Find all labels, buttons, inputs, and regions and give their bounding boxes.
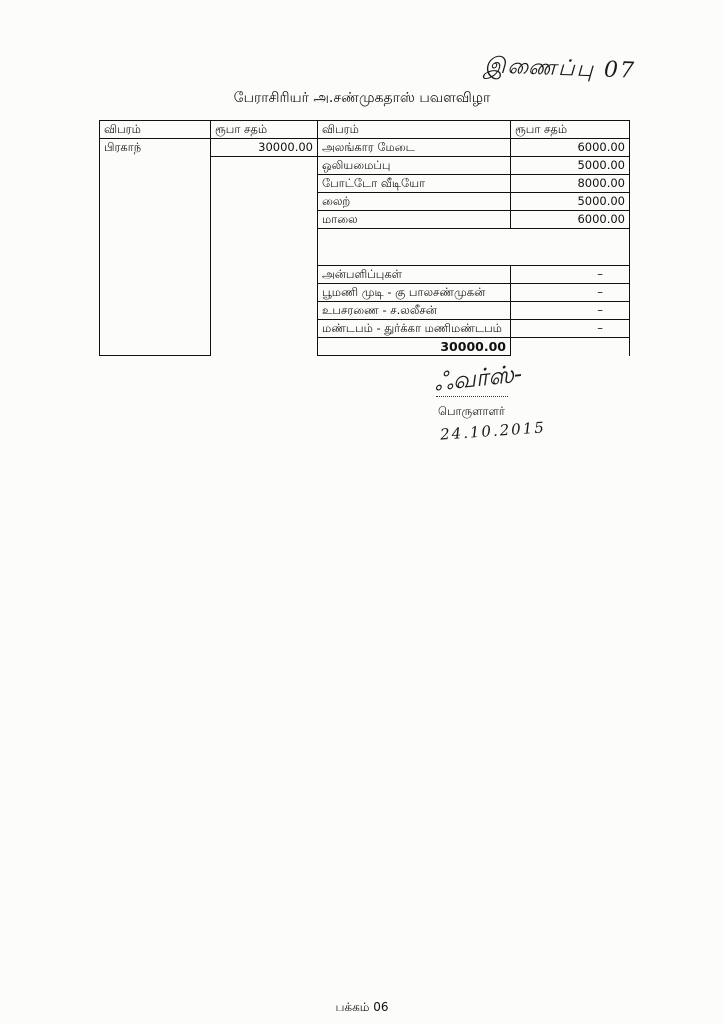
expense-desc-cell: போட்டோ வீடியோ <box>318 175 511 193</box>
income-amount-header: ரூபா சதம் <box>211 121 318 139</box>
account-table <box>99 120 630 356</box>
sign-date: 24.10.2015 <box>439 418 547 444</box>
total-income-cell: 30000.00 <box>318 338 511 356</box>
gift-amount-cell: – <box>511 320 630 338</box>
income-blank-cell <box>211 157 318 356</box>
expense-desc-header: விபரம் <box>318 121 511 139</box>
expense-amount-header: ரூபா சதம் <box>511 121 630 139</box>
expense-desc-cell: லைற் <box>318 193 511 211</box>
expense-amount-cell: 8000.00 <box>511 175 630 193</box>
blank-row-cell <box>318 229 630 266</box>
income-amount-cell: 30000.00 <box>211 139 318 157</box>
total-spacer-cell <box>511 338 630 356</box>
expense-desc-cell: ஒலியமைப்பு <box>318 157 511 175</box>
gift-amount-cell: – <box>511 266 630 284</box>
expense-amount-cell: 6000.00 <box>511 211 630 229</box>
gift-amount-cell: – <box>511 284 630 302</box>
table-header-row <box>100 121 630 139</box>
page-title: பேராசிரியர் அ.சண்முகதாஸ் பவளவிழா <box>233 90 491 106</box>
gift-desc-cell: பூமணி முடி - கு பாலசண்முகன் <box>318 284 511 302</box>
income-desc-header: விபரம் <box>100 121 211 139</box>
page-number: பக்கம் 06 <box>335 1000 389 1014</box>
expense-amount-cell: 5000.00 <box>511 157 630 175</box>
income-desc-cell: பிரகாந் <box>100 139 211 356</box>
expense-desc-cell: மாலை <box>318 211 511 229</box>
gift-desc-cell: அன்பளிப்புகள் <box>318 266 511 284</box>
signatory-title: பொருளாளர் <box>438 404 505 418</box>
signature-line <box>436 396 508 397</box>
gift-amount-cell: – <box>511 302 630 320</box>
expense-amount-cell: 5000.00 <box>511 193 630 211</box>
table-row <box>100 139 630 157</box>
annex-mark: இணைப்பு 07 <box>483 53 637 84</box>
gift-desc-cell: மண்டபம் - துர்க்கா மணிமண்டபம் <box>318 320 511 338</box>
gift-desc-cell: உபசரணை - ச.லலீசன் <box>318 302 511 320</box>
expense-desc-cell: அலங்கார மேடை <box>318 139 511 157</box>
signature: ஃவர்ஸ்- <box>432 359 524 397</box>
expense-amount-cell: 6000.00 <box>511 139 630 157</box>
